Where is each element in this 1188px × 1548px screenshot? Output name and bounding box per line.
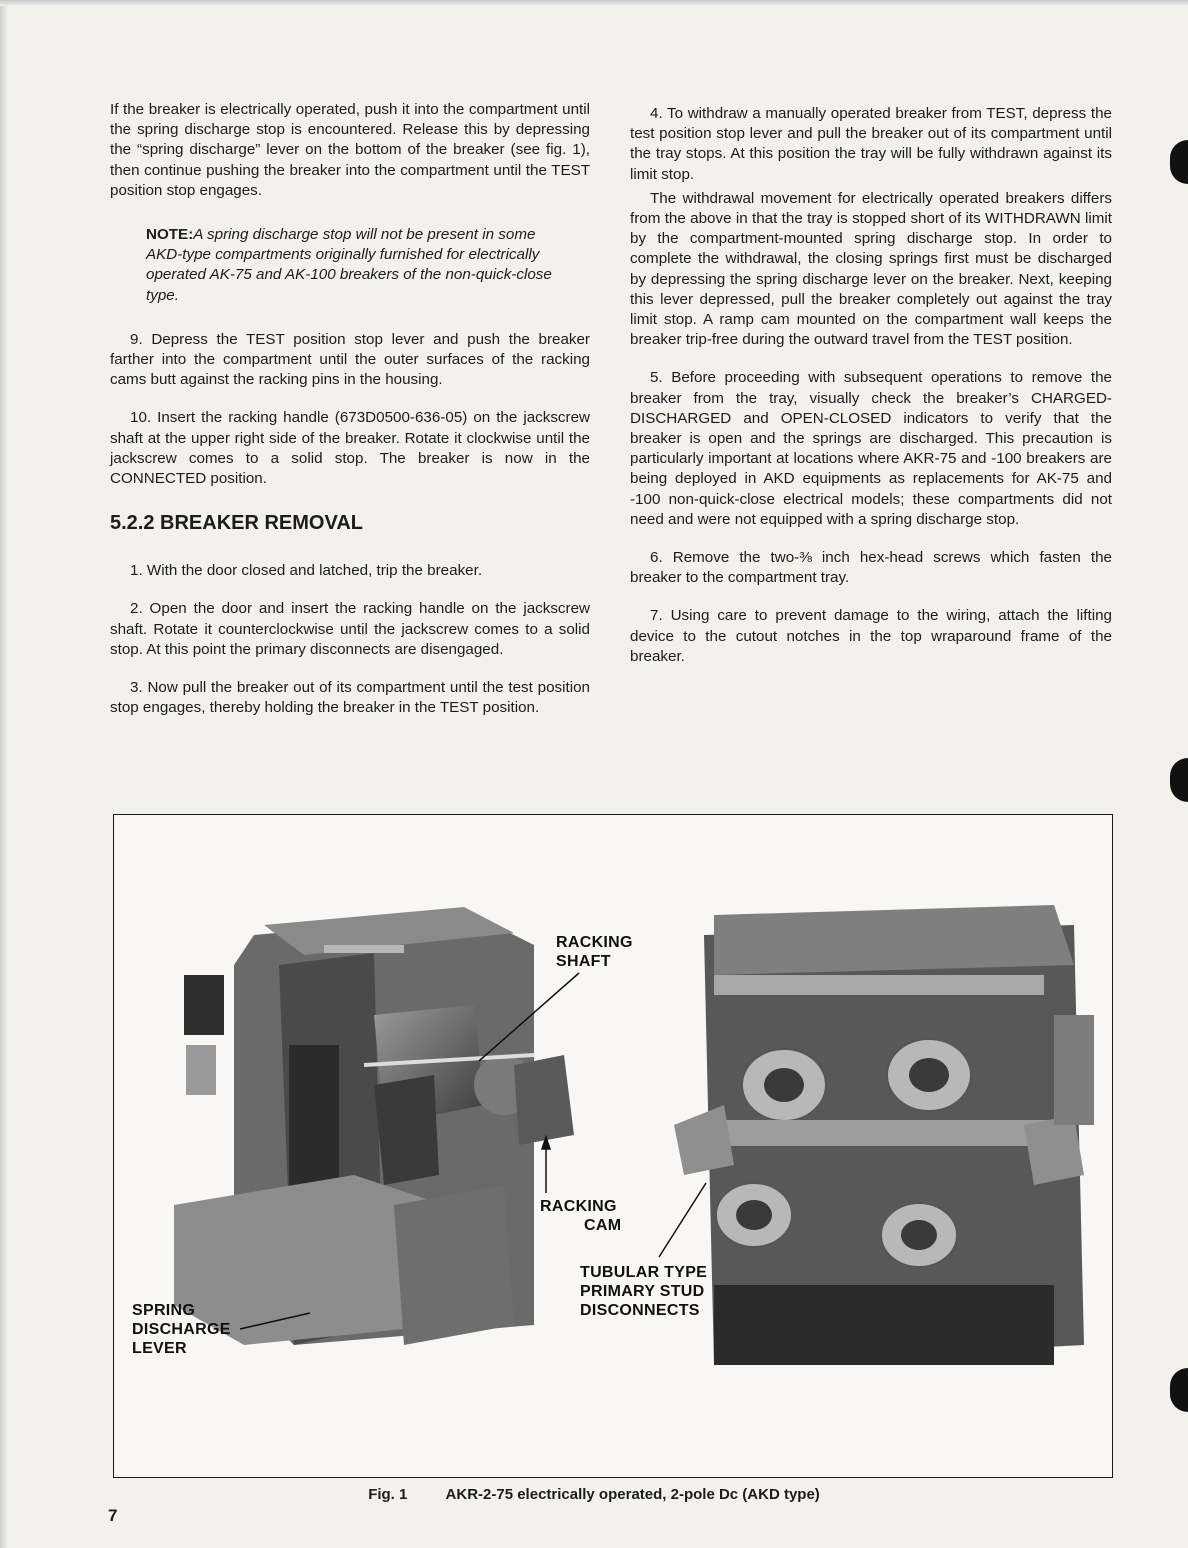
removal-step-3: 3. Now pull the breaker out of its compartment until the test position stop engages, thereby holding the breaker in the TEST position.	[110, 679, 590, 717]
note-label: NOTE:	[146, 226, 194, 244]
binder-hole-middle	[1170, 758, 1188, 802]
removal-step-2: 2. Open the door and insert the racking handle on the jackscrew shaft. Rotate it counterclockwise until the jackscrew comes to a solid stop. At this point the primary disconnects are disengaged.	[110, 600, 590, 658]
label-racking-cam: RACKING CAM	[540, 1198, 622, 1234]
removal-step-4-electrical: The withdrawal movement for electrically operated breakers differs from the above in that the tray is stopped short of its WITHDRAWN limit by the compartment-mounted spring discharge stop. In order to complete the withdrawal, the closing springs first must be discharged by depressing the spring discharge lever on the breaker. Next, keeping this lever depressed, pull the breaker completely out against the tray limit stop. A ramp cam mounted on the compartment wall keeps the breaker trip-free during the outward travel from the TEST position.	[630, 189, 1112, 349]
step-9: 9. Depress the TEST position stop lever and push the breaker farther into the compartment until the outer surfaces of the racking cams butt against the racking pins in the housing.	[110, 330, 590, 389]
leader-lines	[114, 815, 1114, 1479]
removal-step-5: 5. Before proceeding with subsequent operations to remove the breaker from the tray, visually check the breaker’s CHARGED-DISCHARGED and OPEN-CLOSED indicators to verify that the breaker is open and the springs are discharged. This precaution is particularly important at locations where AKR-75 and -100 breakers are being deployed in AKD equipments as replacements for AK-75 and -100 non-quick-close electrical models; these compartments did not need and were not equipped with a spring discharge stop.	[630, 369, 1112, 528]
leader-spring-lever	[240, 1313, 310, 1329]
note-block	[146, 225, 554, 306]
step-10: 10. Insert the racking handle (673D0500-636-05) on the jackscrew shaft at the upper right side of the breaker. Rotate it clockwise until the jackscrew comes to a solid stop. The breaker is now in the CONNECTED position.	[110, 409, 590, 488]
label-disconnects: TUBULAR TYPE PRIMARY STUD DISCONNECTS	[580, 1264, 708, 1319]
section-heading: 5.2.2 BREAKER REMOVAL	[110, 512, 364, 535]
right-column	[630, 104, 1112, 667]
figure-frame	[113, 814, 1113, 1478]
note-text: A spring discharge stop will not be present in some AKD-type compartments originally furnished for electrically operated AK-75 and AK-100 breakers of the non-quick-close type.	[146, 226, 552, 304]
caption-number: Fig. 1	[368, 1486, 408, 1503]
scan-left-edge	[0, 0, 8, 1548]
removal-step-6: 6. Remove the two-⅜ inch hex-head screws which fasten the breaker to the compartment tray.	[630, 549, 1112, 587]
removal-step-7: 7. Using care to prevent damage to the wiring, attach the lifting device to the cutout notches in the top wraparound frame of the breaker.	[630, 607, 1112, 665]
scan-top-edge	[0, 0, 1188, 6]
removal-step-1: 1. With the door closed and latched, trip the breaker.	[130, 562, 483, 580]
arrow-racking-cam	[542, 1137, 550, 1149]
intro-paragraph: If the breaker is electrically operated, push it into the compartment until the spring discharge stop is encountered. Release this by depressing the “spring discharge” lever on the bottom of the breaker (see fig. 1), then continue pushing the breaker into the compartment until the TEST position stop engages.	[110, 101, 590, 199]
leader-racking-shaft	[479, 973, 579, 1061]
caption-text: AKR-2-75 electrically operated, 2-pole Dc (AKD type)	[445, 1486, 820, 1503]
binder-hole-bottom	[1170, 1368, 1188, 1412]
label-racking-shaft: RACKING SHAFT	[556, 934, 633, 970]
figure-caption	[0, 1486, 1188, 1503]
removal-step-4: 4. To withdraw a manually operated breaker from TEST, depress the test position stop lever and pull the breaker out of its compartment until the tray stops. At this position the tray will be fully withdrawn against its limit stop.	[630, 105, 1112, 183]
leader-disconnects	[659, 1183, 706, 1257]
left-column	[110, 100, 590, 718]
binder-hole-top	[1170, 140, 1188, 184]
page-number: 7	[108, 1506, 118, 1525]
label-spring-discharge-lever: SPRING DISCHARGE LEVER	[132, 1302, 231, 1357]
